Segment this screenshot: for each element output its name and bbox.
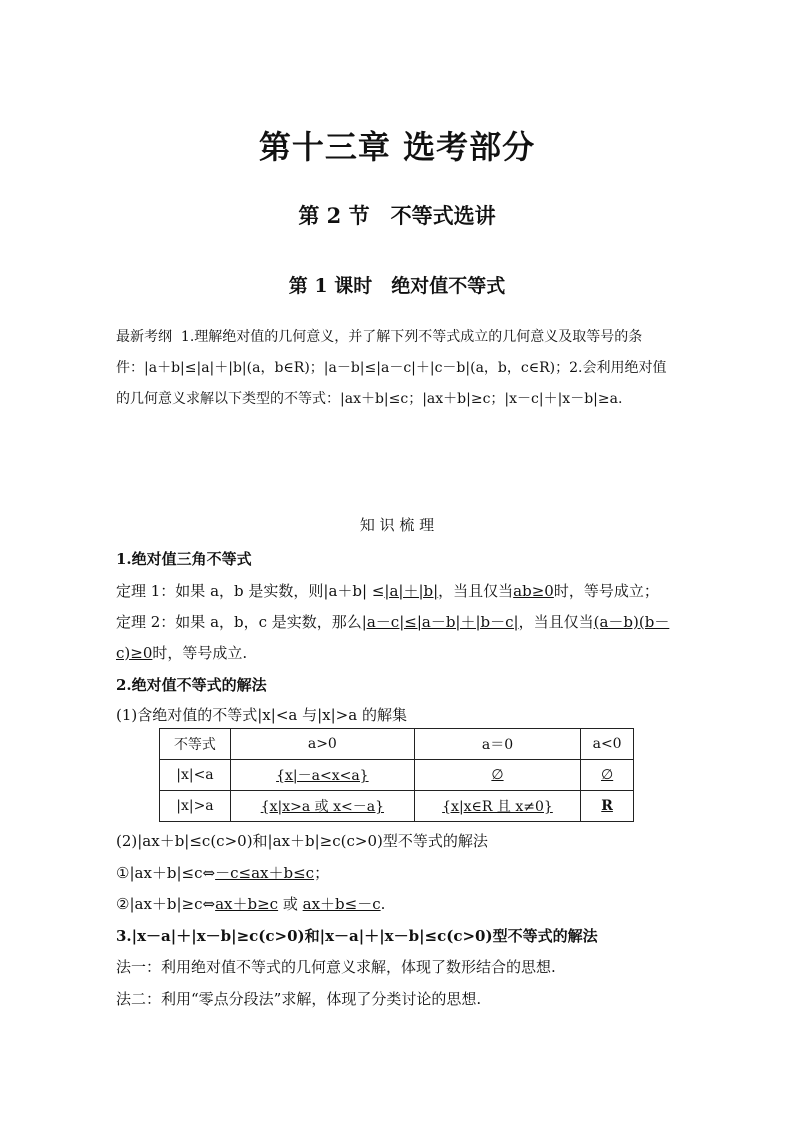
blank-answer: ab≥0 [513,582,554,600]
theorem-1: 定理 1：如果 a，b 是实数，则|a＋b| ≤|a|＋|b|，当且仅当ab≥0时，等号成立； [116,582,659,600]
knowledge-heading: 知 识 梳 理 [359,516,435,534]
blank-answer: ax＋b≥c [215,895,279,913]
blank-answer: c)≥0 [116,644,153,662]
rule-1: ①|ax＋b|≤c⇔－c≤ax＋b≤c； [116,864,330,882]
s2-sub1: (1)含绝对值的不等式|x|<a 与|x|>a 的解集 [116,706,407,724]
table-header-cell: a>0 [230,729,414,760]
blank-answer: (a－b)(b－ [593,613,670,631]
method-1: 法一：利用绝对值不等式的几何意义求解，体现了数形结合的思想. [116,958,556,976]
table-cell: ∅ [581,760,634,791]
table-header-cell: a＝0 [414,729,580,760]
table-cell: |x|>a [160,791,231,822]
outline-label: 最新考纲 [116,329,172,345]
method-2: 法二：利用“零点分段法”求解，体现了分类讨论的思想. [116,990,482,1008]
table-header-cell: a<0 [581,729,634,760]
blank-answer: －c≤ax＋b≤c [215,864,315,882]
s2-title: 2.绝对值不等式的解法 [116,676,267,694]
table-row [160,760,634,791]
rule-2: ②|ax＋b|≥c⇔ax＋b≥c 或 ax＋b≤－c. [116,895,386,913]
table-header-row [160,729,634,760]
theorem-2: 定理 2：如果 a，b，c 是实数，那么|a－c|≤|a－b|＋|b－c|，当且仅当(a－b)(b－ [116,613,670,631]
table-header-cell: 不等式 [160,729,231,760]
section-title: 第 2 节 不等式选讲 [298,203,496,228]
chapter-title: 第十三章 选考部分 [258,128,536,166]
blank-answer: |a|＋|b| [384,582,439,600]
syllabus-outline [116,322,678,415]
table-cell: {x|x∈R 且 x≠0} [414,791,580,822]
theorem-2-cont: c)≥0时，等号成立. [116,644,248,662]
outline-text: 1.理解绝对值的几何意义，并了解下列不等式成立的几何意义及取等号的条件：|a＋b|≤|a|＋|b|(a，b∈R)；|a－b|≤|a－c|＋|c－b|(a，b，c∈R)；2.会利用绝对值的几何意义求解以下类型的不等式：|ax＋b|≤c；|ax＋b|≥c；|x－c|＋|x－b|≥a. [116,329,667,407]
lesson-title: 第 1 课时 绝对值不等式 [288,275,506,297]
table-row [160,791,634,822]
table-cell: {x|x>a 或 x<－a} [230,791,414,822]
blank-answer: ax＋b≤－c [302,895,381,913]
s3-title: 3.|x－a|＋|x－b|≥c(c>0)和|x－a|＋|x－b|≤c(c>0)型不等式的解法 [116,927,598,945]
s2-sub2: (2)|ax＋b|≤c(c>0)和|ax＋b|≥c(c>0)型不等式的解法 [116,832,488,850]
table-cell: ∅ [414,760,580,791]
table-cell: {x|－a<x<a} [230,760,414,791]
solution-set-table [159,728,634,822]
table-cell: R [581,791,634,822]
blank-answer: |a－c|≤|a－b|＋|b－c| [361,613,519,631]
s1-title: 1.绝对值三角不等式 [116,550,252,568]
table-cell: |x|<a [160,760,231,791]
